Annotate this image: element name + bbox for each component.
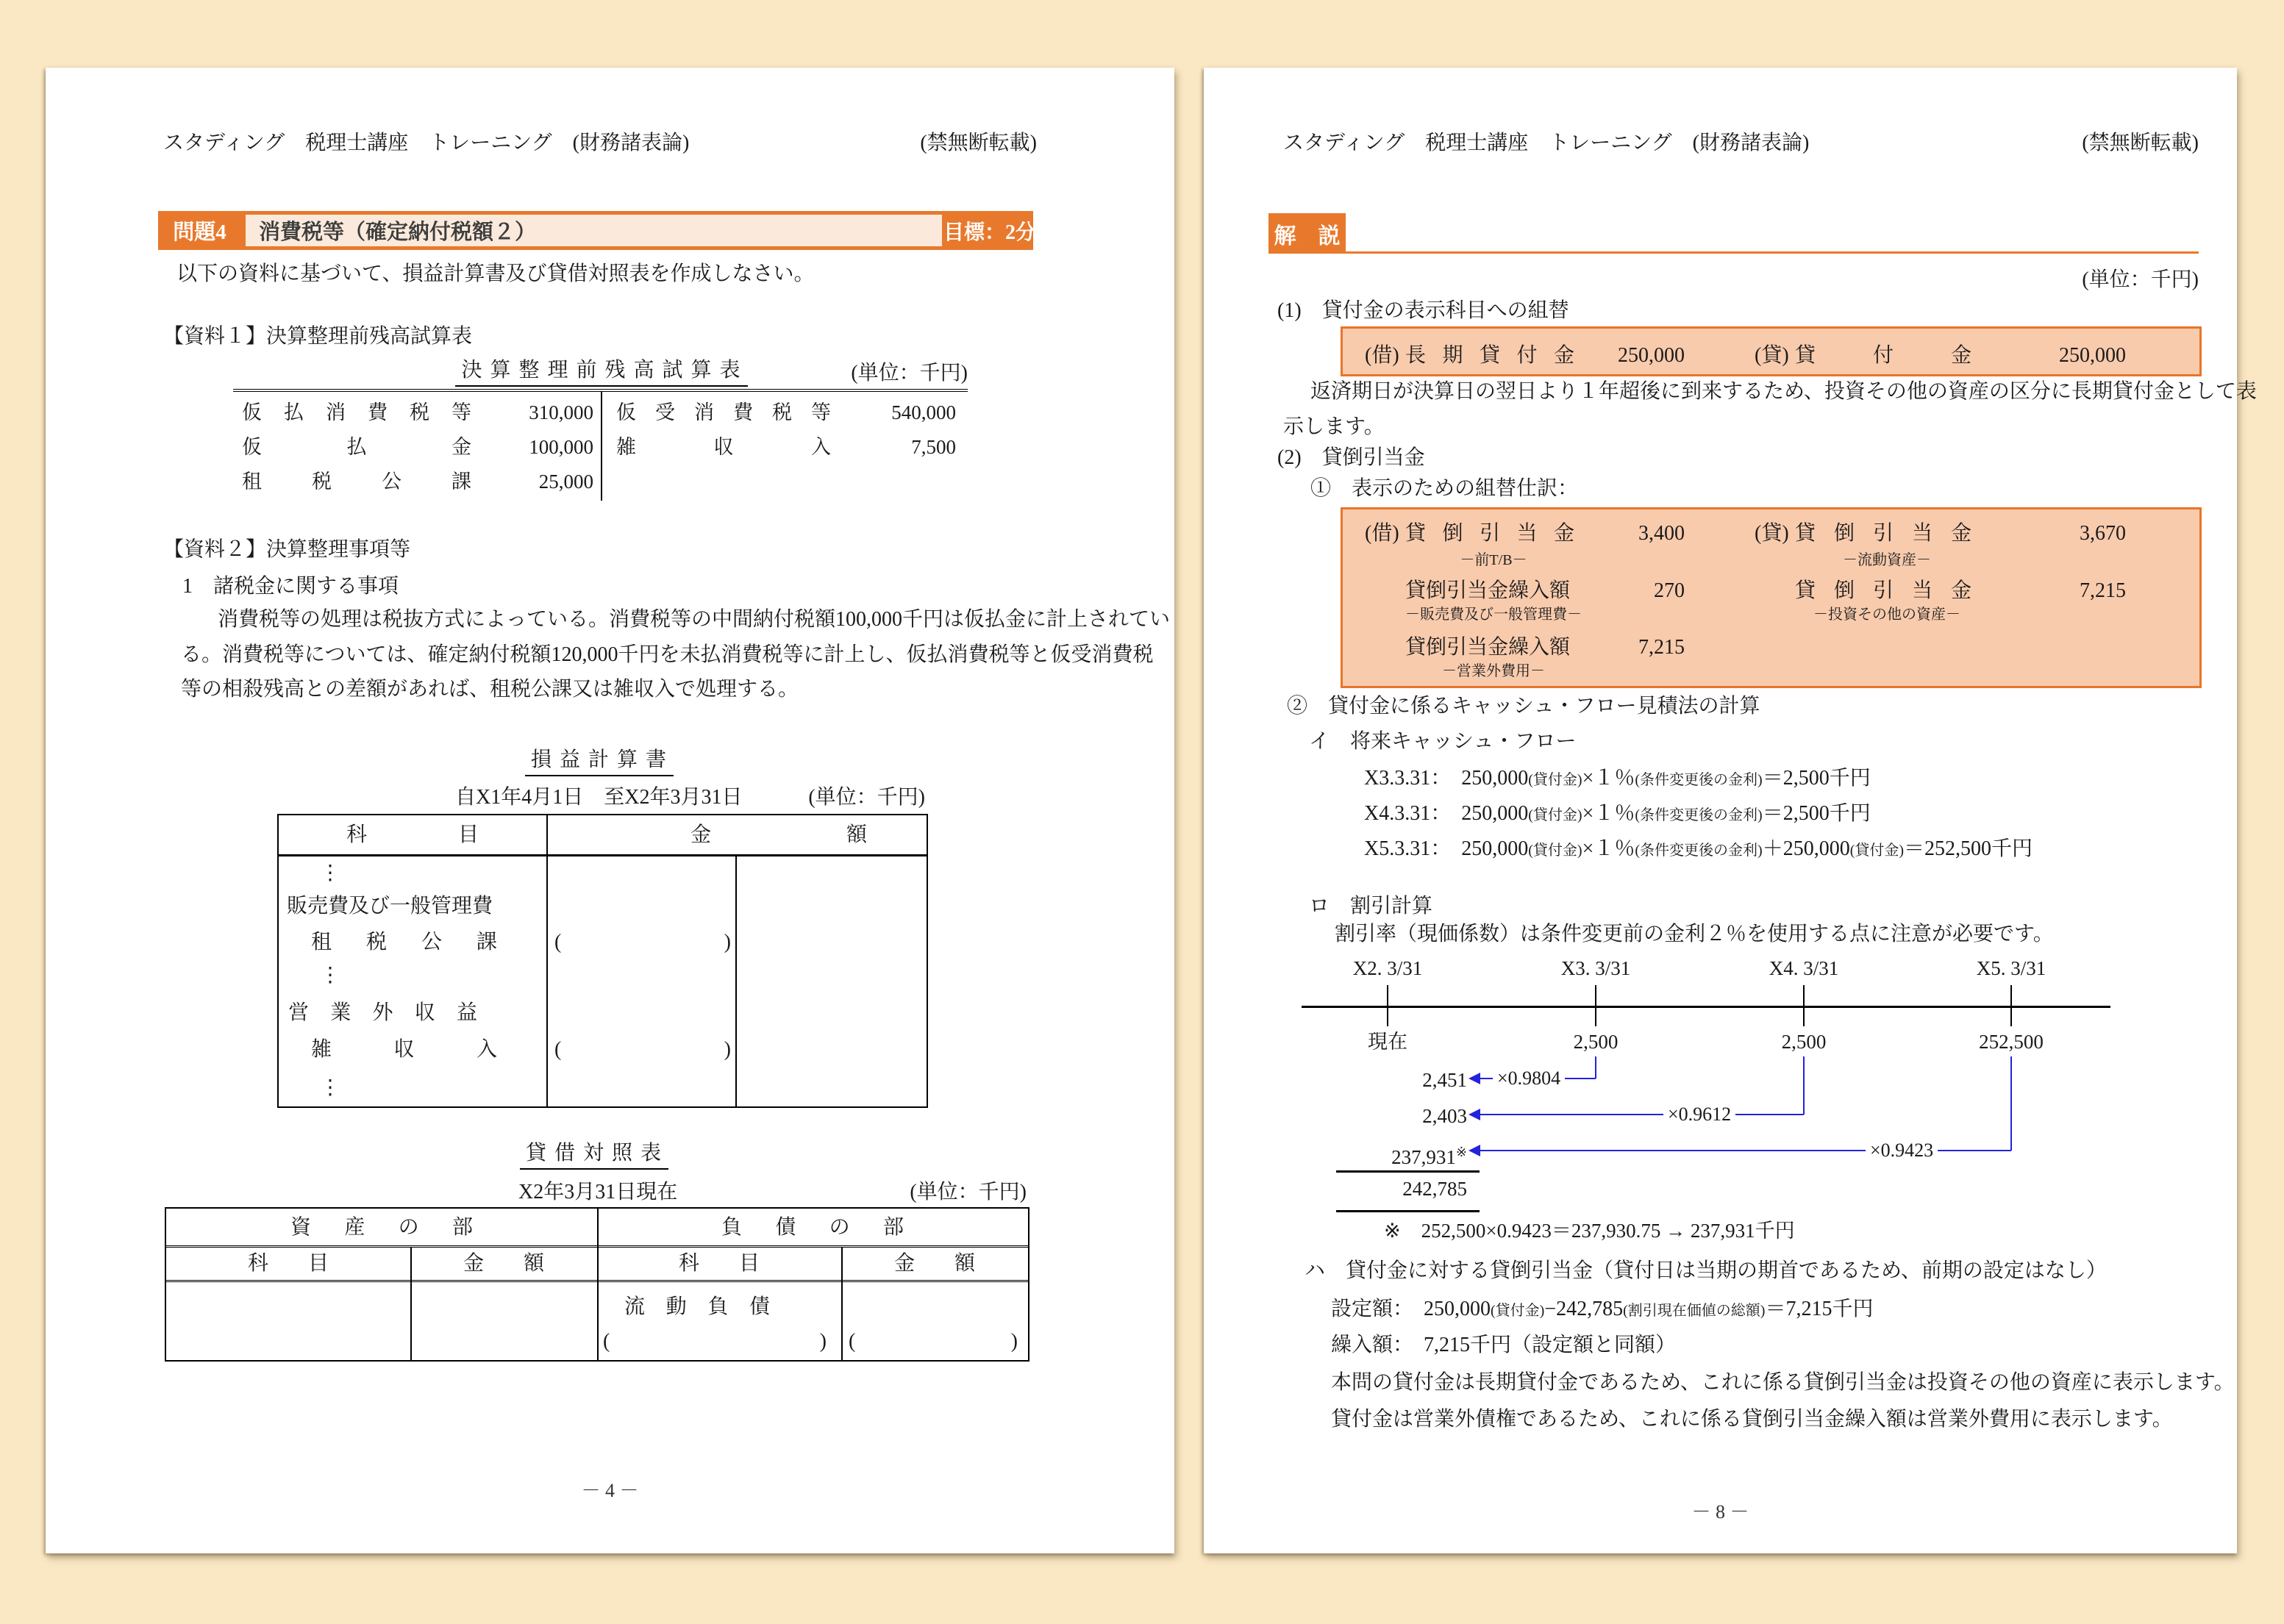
tb-title: 決 算 整 理 前 残 高 試 算 表 bbox=[454, 358, 749, 383]
credit-label: (貸) bbox=[1755, 522, 1789, 545]
section1-heading: (1) 貸付金の表示科目への組替 bbox=[1277, 299, 1569, 322]
debit-account: 貸倒引当金繰入額 bbox=[1405, 636, 1571, 659]
bs-divider-1 bbox=[410, 1247, 412, 1360]
page-number: － 4 － bbox=[581, 1480, 639, 1501]
pl-period: 自X1年4月1日 至X2年3月31日 bbox=[455, 786, 743, 809]
connector-vertical bbox=[1803, 1056, 1805, 1115]
pl-row-zatsu: 雑 収 入 bbox=[311, 1038, 497, 1061]
bs-header-rule-2 bbox=[166, 1280, 1028, 1284]
timeline-date: X2. 3/31 bbox=[1352, 957, 1423, 979]
journal-entry-2 bbox=[1341, 507, 2202, 688]
footnote-mark: ※ bbox=[1455, 1145, 1467, 1159]
debit-label: (借) bbox=[1365, 344, 1399, 367]
settei-line: 設定額： 250,000(貸付金)−242,785(割引現在価値の総額)＝7,215千円 bbox=[1331, 1298, 1874, 1320]
timeline-value: 現在 bbox=[1368, 1031, 1407, 1053]
item1-heading: 1 諸税金に関する事項 bbox=[182, 575, 399, 598]
timeline-date: X3. 3/31 bbox=[1560, 957, 1631, 979]
tb-unit: (単位：千円) bbox=[851, 362, 968, 384]
pl-title: 損 益 計 算 書 bbox=[452, 748, 746, 773]
course-header: スタディング 税理士講座 トレーニング (財務諸表論) bbox=[163, 132, 690, 154]
debit-amount: 270 bbox=[1654, 579, 1685, 602]
shiryo2-heading: 【資料２】決算整理事項等 bbox=[163, 538, 411, 561]
timeline-tick bbox=[1387, 985, 1388, 1026]
tb-account: 仮 払 消 費 税 等 bbox=[242, 401, 471, 423]
credit-amount: 250,000 bbox=[2059, 344, 2126, 367]
cf-calculation-line: X5.3.31： 250,000(貸付金)×１％(条件変更後の金利)＋250,000(貸付金)＝252,500千円 bbox=[1364, 837, 2033, 860]
note-line: 示します。 bbox=[1283, 415, 1385, 438]
body-text-line: 消費税等の処理は税抜方式によっている。消費税等の中間納付税額100,000千円は仮払金に計上されてい bbox=[218, 608, 1171, 631]
debit-account: 貸 倒 引 当 金 bbox=[1405, 522, 1574, 545]
no-reproduction-notice: (禁無断転載) bbox=[2082, 132, 2199, 154]
timeline-value: 252,500 bbox=[1979, 1031, 2044, 1053]
shiryo1-heading: 【資料１】決算整理前残高試算表 bbox=[163, 325, 473, 348]
pl-divider-1 bbox=[546, 815, 548, 1106]
discount-factor: ×0.9804 bbox=[1493, 1067, 1565, 1090]
tb-amount: 25,000 bbox=[538, 471, 593, 493]
no-reproduction-notice: (禁無断転載) bbox=[920, 132, 1037, 154]
tb-account: 租 税 公 課 bbox=[242, 471, 471, 493]
discounted-value: 2,451 bbox=[1422, 1069, 1467, 1091]
debit-amount: 3,400 bbox=[1638, 522, 1685, 545]
sum-rule bbox=[1336, 1170, 1480, 1173]
bs-assets-header: 資 産 の 部 bbox=[290, 1216, 473, 1239]
timeline-date: X5. 3/31 bbox=[1976, 957, 2046, 979]
timeline-axis bbox=[1302, 1006, 2110, 1008]
pl-dots: ⋮ bbox=[320, 964, 340, 987]
tb-center-divider bbox=[601, 392, 602, 501]
timeline-value: 2,500 bbox=[1573, 1031, 1619, 1053]
section2-heading: (2) 貸倒引当金 bbox=[1277, 446, 1425, 469]
body-text-line: 等の相殺残高との差額があれば、租税公課又は雑収入で処理する。 bbox=[181, 678, 799, 701]
problem-number-badge: 問題4 bbox=[173, 221, 226, 244]
debit-account: 長 期 貸 付 金 bbox=[1405, 344, 1574, 367]
connector-vertical bbox=[1595, 1056, 1596, 1079]
section2-1-heading: ① 表示のための組替仕訳： bbox=[1310, 477, 1579, 500]
ha-heading: ハ 貸付金に対する貸倒引当金（貸付日は当期の期首であるため、前期の設定はなし） bbox=[1305, 1259, 2107, 1282]
credit-account: 貸 倒 引 当 金 bbox=[1795, 579, 1971, 602]
connector-vertical bbox=[2010, 1056, 2012, 1151]
course-header: スタディング 税理士講座 トレーニング (財務諸表論) bbox=[1283, 132, 1810, 154]
bs-divider-2 bbox=[841, 1247, 843, 1360]
section2-2-heading: ② 貸付金に係るキャッシュ・フロー見積法の計算 bbox=[1287, 695, 1760, 718]
discount-factor: ×0.9612 bbox=[1663, 1103, 1735, 1126]
credit-amount: 3,670 bbox=[2080, 522, 2126, 545]
bs-current-liabilities: 流 動 負 債 bbox=[624, 1295, 770, 1318]
discount-heading: ロ 割引計算 bbox=[1309, 895, 1433, 917]
target-time: 目標：2分 bbox=[943, 221, 1037, 244]
pl-table bbox=[277, 814, 928, 1108]
bs-table bbox=[165, 1207, 1029, 1362]
page-answer bbox=[1204, 68, 2257, 1553]
trial-balance-table bbox=[233, 389, 968, 501]
debit-sub-label: －前T/B－ bbox=[1460, 552, 1527, 568]
unit-label: (単位：千円) bbox=[2082, 268, 2199, 291]
bs-col-item: 科 目 bbox=[679, 1252, 760, 1275]
problem-title-bar bbox=[158, 211, 1037, 250]
tb-account: 仮 受 消 費 税 等 bbox=[616, 401, 831, 423]
discounted-value: 2,403 bbox=[1422, 1105, 1467, 1127]
arrow-left-icon bbox=[1468, 1109, 1480, 1120]
cf-calculation-line: X4.3.31： 250,000(貸付金)×１％(条件変更後の金利)＝2,500千円 bbox=[1364, 802, 1871, 825]
debit-label: (借) bbox=[1365, 522, 1399, 545]
kuriire-line: 繰入額： 7,215千円（設定額と同額） bbox=[1331, 1334, 1677, 1356]
tb-amount: 7,500 bbox=[911, 436, 956, 458]
final-note: 貸付金は営業外債権であるため、これに係る貸倒引当金繰入額は営業外費用に表示します。 bbox=[1331, 1408, 2173, 1431]
bs-blank-amount: ( ) bbox=[603, 1330, 827, 1353]
page-number: － 8 － bbox=[1691, 1501, 1749, 1523]
tb-account: 雑 収 入 bbox=[616, 436, 831, 458]
bs-col-amount: 金 額 bbox=[894, 1252, 975, 1275]
credit-sub-label: －投資その他の資産－ bbox=[1813, 607, 1960, 623]
pl-col-item: 科 目 bbox=[346, 823, 479, 846]
credit-account: 貸 付 金 bbox=[1795, 344, 1971, 367]
credit-label: (貸) bbox=[1755, 344, 1789, 367]
pl-blank-amount: ( ) bbox=[554, 931, 731, 954]
timeline-tick bbox=[2010, 985, 2012, 1026]
debit-amount: 7,215 bbox=[1638, 636, 1685, 659]
credit-account: 貸 倒 引 当 金 bbox=[1795, 522, 1971, 545]
tb-account: 仮 払 金 bbox=[242, 436, 471, 458]
pl-header-rule bbox=[279, 854, 927, 856]
debit-sub-label: －販売費及び一般管理費－ bbox=[1405, 607, 1582, 623]
pl-divider-2 bbox=[735, 856, 737, 1106]
connector-horizontal bbox=[1480, 1114, 1804, 1115]
note-line: 返済期日が決算日の翌日より１年超後に到来するため、投資その他の資産の区分に長期貸付金として表 bbox=[1310, 380, 2257, 403]
pl-dots: ⋮ bbox=[320, 862, 340, 884]
arrow-left-icon bbox=[1468, 1073, 1480, 1084]
bs-col-amount: 金 額 bbox=[463, 1252, 544, 1275]
pl-row-sozei: 租 税 公 課 bbox=[311, 931, 497, 954]
debit-account: 貸倒引当金繰入額 bbox=[1405, 579, 1571, 602]
credit-amount: 7,215 bbox=[2080, 579, 2126, 602]
pl-blank-amount: ( ) bbox=[554, 1038, 731, 1061]
timeline-tick bbox=[1803, 985, 1805, 1026]
bs-header-rule-1 bbox=[166, 1245, 1028, 1250]
pl-col-amount: 金 額 bbox=[690, 823, 867, 846]
final-note: 本問の貸付金は長期貸付金であるため、これに係る貸倒引当金は投資その他の資産に表示します。 bbox=[1331, 1371, 2235, 1394]
bs-unit: (単位：千円) bbox=[910, 1181, 1027, 1203]
tb-amount: 540,000 bbox=[891, 401, 956, 423]
pl-row-sga: 販売費及び一般管理費 bbox=[287, 895, 493, 917]
timeline-value: 2,500 bbox=[1781, 1031, 1827, 1053]
pl-unit: (単位：千円) bbox=[808, 786, 925, 809]
kaisetsu-rule bbox=[1268, 251, 2199, 254]
pl-dots: ⋮ bbox=[320, 1076, 340, 1099]
tb-amount: 100,000 bbox=[529, 436, 593, 458]
bs-col-item: 科 目 bbox=[248, 1252, 329, 1275]
discount-note: 割引率（現価係数）は条件変更前の金利２％を使用する点に注意が必要です。 bbox=[1335, 923, 2054, 945]
problem-title: 消費税等（確定納付税額２） bbox=[246, 215, 942, 246]
credit-sub-label: －流動資産－ bbox=[1843, 552, 1931, 568]
debit-amount: 250,000 bbox=[1618, 344, 1685, 367]
body-text-line: る。消費税等については、確定納付税額120,000千円を未払消費税等に計上し、仮払消費税等と仮受消費税 bbox=[181, 643, 1154, 666]
page-problem bbox=[46, 68, 1174, 1553]
discount-factor: ×0.9423 bbox=[1866, 1140, 1938, 1162]
debit-sub-label: －営業外費用－ bbox=[1442, 663, 1545, 679]
sum-rule bbox=[1336, 1210, 1480, 1212]
bs-liabilities-header: 負 債 の 部 bbox=[721, 1216, 904, 1239]
instruction-text: 以下の資料に基づいて、損益計算書及び貸借対照表を作成しなさい。 bbox=[176, 262, 815, 285]
discount-total: 242,785 bbox=[1402, 1178, 1467, 1200]
discounted-value: 237,931※ bbox=[1391, 1145, 1467, 1168]
arrow-left-icon bbox=[1468, 1145, 1480, 1156]
bs-center-divider bbox=[597, 1209, 599, 1360]
journal-entry-1 bbox=[1341, 326, 2202, 376]
timeline-date: X4. 3/31 bbox=[1769, 957, 1839, 979]
timeline-tick bbox=[1595, 985, 1596, 1026]
future-cf-heading: イ 将来キャッシュ・フロー bbox=[1309, 730, 1577, 753]
tb-amount: 310,000 bbox=[529, 401, 593, 423]
bs-blank-amount: ( ) bbox=[849, 1330, 1018, 1353]
bs-title: 貸 借 対 照 表 bbox=[447, 1141, 741, 1166]
bs-date: X2年3月31日現在 bbox=[518, 1181, 678, 1203]
cf-calculation-line: X3.3.31： 250,000(貸付金)×１％(条件変更後の金利)＝2,500千円 bbox=[1364, 767, 1871, 790]
pl-row-eigyogai: 営 業 外 収 益 bbox=[288, 1001, 477, 1024]
kaisetsu-badge: 解 説 bbox=[1268, 213, 1346, 254]
footnote: ※ 252,500×0.9423＝237,930.75 → 237,931千円 bbox=[1384, 1220, 1795, 1242]
